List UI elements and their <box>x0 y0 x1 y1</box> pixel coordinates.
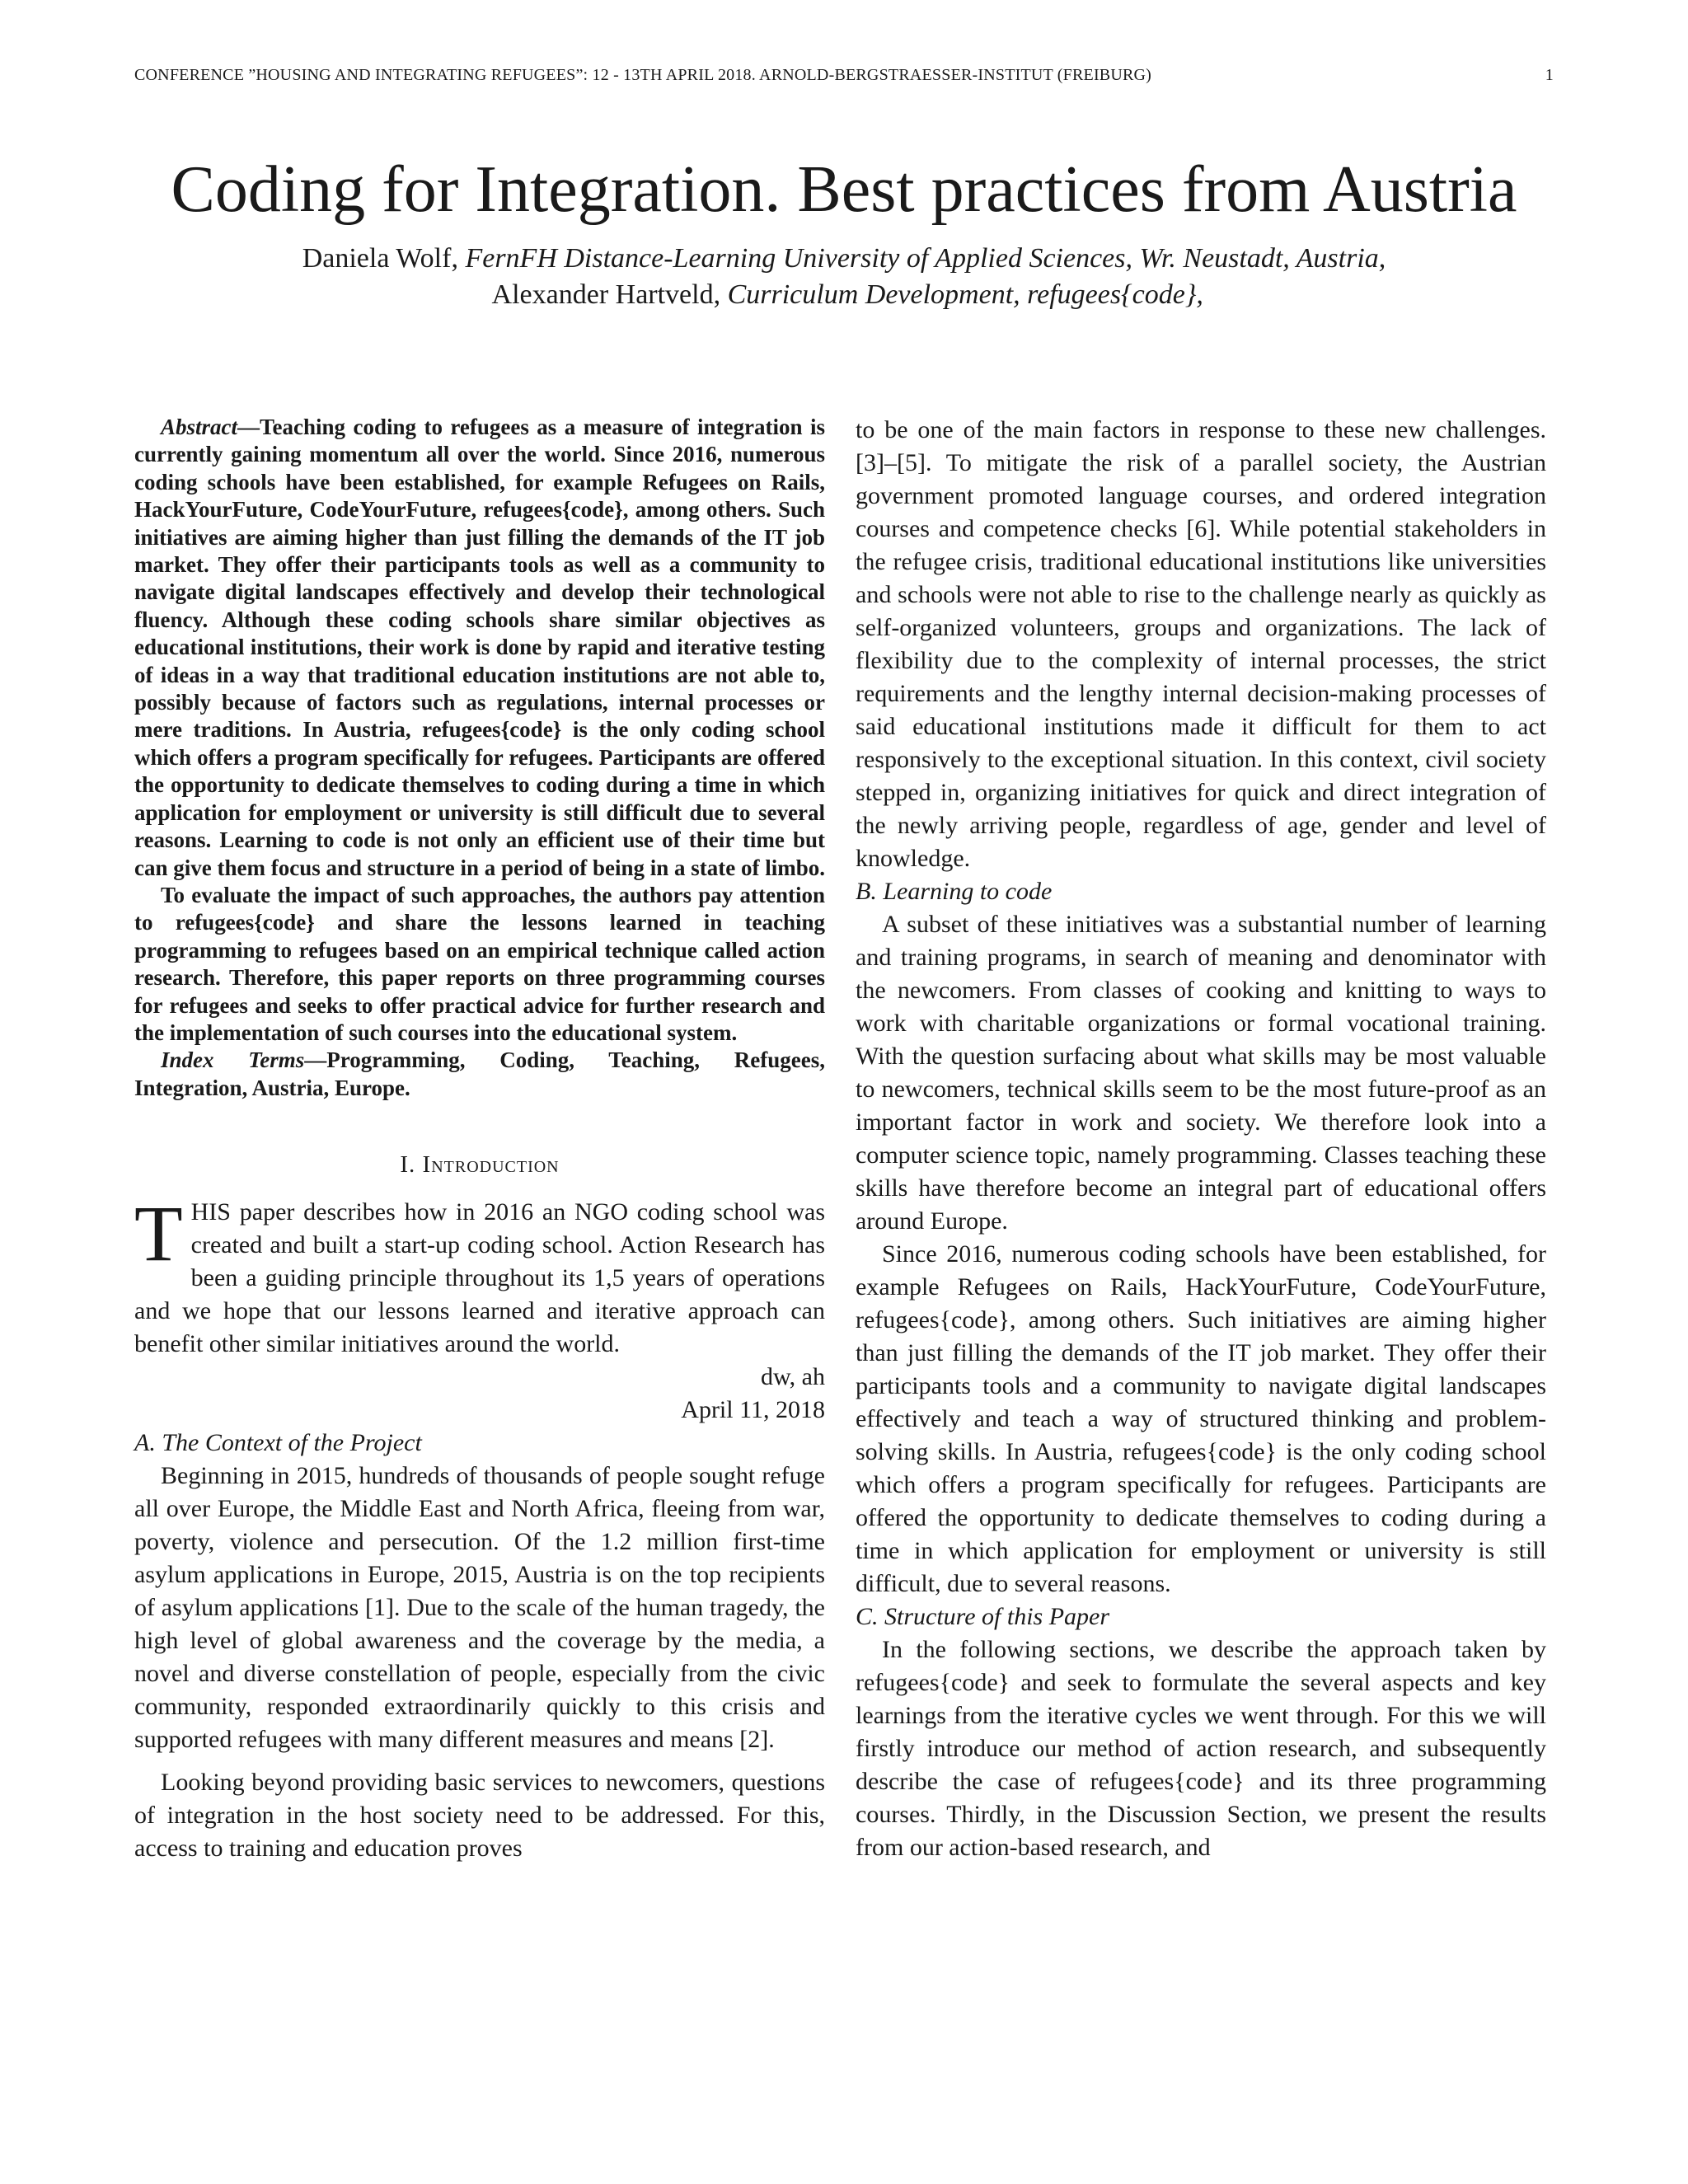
intro-text: HIS paper describes how in 2016 an NGO coding school was created and built a start-up coding school. Action Research has been a guiding principle throughout its 1,5 years of operations and we hope that our lessons learned and iterative approach can benefit other similar initiatives around the world. <box>134 1198 825 1358</box>
right-column <box>856 414 1546 1864</box>
section-heading-introduction <box>134 1148 825 1181</box>
abstract-label: Abstract <box>161 415 238 439</box>
index-terms-label: Index Terms <box>161 1047 305 1073</box>
date-line: April 11, 2018 <box>681 1396 825 1424</box>
context-paragraph-2: Looking beyond providing basic services to newcomers, questions of integration in the host society need to be addressed. For this, access to training and education proves <box>134 1769 825 1863</box>
abstract-paragraph-1 <box>134 414 825 882</box>
subsection-heading-structure: C. Structure of this Paper <box>856 1603 1110 1630</box>
author-1-affiliation: FernFH Distance-Learning University of Applied Sciences, Wr. Neustadt, Austria, <box>465 243 1386 274</box>
section-number: I. <box>400 1151 423 1179</box>
subsection-heading-context: A. The Context of the Project <box>134 1429 422 1457</box>
author-2-affiliation: Curriculum Development, refugees{code}, <box>727 279 1203 310</box>
running-header <box>134 66 1554 85</box>
subsection-heading-learning: B. Learning to code <box>856 878 1053 905</box>
drop-cap: T <box>134 1189 183 1278</box>
signature: dw, ah <box>760 1363 825 1391</box>
abstract-text-1: —Teaching coding to refugees as a measure of integration is currently gaining momentum all over the world. Since 2016, numerous coding schools have been established, for example Refugees on Rails, HackYourFuture, CodeYourFuture, refugees{code}, among others. Such initiatives are aiming higher than just filling the demands of the IT job market. They offer their participants tools as well as a community to navigate digital landscapes effectively and develop their technological fluency. Although these coding schools share similar objectives as educational institutions, their work is done by rapid and iterative testing of ideas in a way that traditional education institutions are not able to, possibly because of factors such as regulations, internal processes or mere traditions. In Austria, refugees{code} is the only coding school which offers a program specifically for refugees. Participants are offered the opportunity to dedicate themselves to coding during a time in which application for employment or university is still difficult due to several reasons. Learning to code is not only an efficient use of their time but can give them focus and structure in a period of being in a state of limbo. <box>134 415 825 880</box>
section-title: Introduction <box>422 1151 560 1179</box>
index-terms <box>134 1047 825 1102</box>
left-column <box>134 414 825 1865</box>
page-number: 1 <box>1545 66 1554 84</box>
structure-paragraph-1: In the following sections, we describe the approach taken by refugees{code} and seek to formulate the several aspects and key learnings from the iterative cycles we went through. For this we will firstly introduce our method of action research, and subsequently describe the case of refugees{code} and its three programming courses. Thirdly, in the Discussion Section, we present the results from our action-based research, and <box>856 1636 1546 1861</box>
context-paragraph-2-continued: to be one of the main factors in response to these new challenges. [3]–[5]. To mitigate the risk of a parallel society, the Austrian government promoted language courses, and ordered integration courses and competence checks [6]. While potential stakeholders in the refugee crisis, traditional educational institutions like universities and schools were not able to rise to the challenge nearly as quickly as self-organized volunteers, groups and organizations. The lack of flexibility due to the complexity of internal processes, the strict requirements and the lengthy internal decision-making processes of said educational institutions made it difficult for them to act responsively to the exceptional situation. In this context, civil society stepped in, organizing initiatives for quick and direct integration of the newly arriving people, regardless of age, gender and level of knowledge. <box>856 416 1546 872</box>
learning-paragraph-2: Since 2016, numerous coding schools have been established, for example Refugees on Rails, HackYourFuture, CodeYourFuture, refugees{code}, among others. Such initiatives are aiming higher than just filling the demands of the IT job market. They offer their participants tools and a community to navigate digital landscapes effectively and teach a way of structured thinking and problem-solving skills. In Austria, refugees{code} is the only coding school which offers a program specifically for refugees. Participants are offered the opportunity to dedicate themselves to coding during a time in which application for employment or university is still difficult, due to several reasons. <box>856 1240 1546 1597</box>
context-paragraph-1: Beginning in 2015, hundreds of thousands of people sought refuge all over Europe, the Middle East and North Africa, fleeing from war, poverty, violence and persecution. Of the 1.2 million first-time asylum applications in Europe, 2015, Austria is on the top recipients of asylum applications [1]. Due to the scale of the human tragedy, the high level of global awareness and the coverage by the media, a novel and diverse constellation of people, especially from the civic community, responded extraordinarily quickly to this crisis and supported refugees with many different measures and means [2]. <box>134 1462 825 1754</box>
abstract-paragraph-2: To evaluate the impact of such approaches, the authors pay attention to refugees{code} and share the lessons learned in teaching programming to refugees based on an empirical technique called action research. Therefore, this paper reports on three programming courses for refugees and seeks to offer practical advice for further research and the implementation of such courses into the educational system. <box>134 882 825 1045</box>
paper-title: Coding for Integration. Best practices from Austria <box>171 153 1517 226</box>
learning-paragraph-1: A subset of these initiatives was a substantial number of learning and training programs, in search of meaning and denominator with the newcomers. From classes of cooking and knitting to ways to work with charitable organizations or formal vocational training. With the question surfacing about what skills may be most valuable to newcomers, technical skills seem to be the most future-proof as an important factor in work and society. We therefore look into a computer science topic, namely programming. Classes teaching these skills have therefore become an integral part of educational offers around Europe. <box>856 911 1546 1235</box>
running-title: CONFERENCE ”HOUSING AND INTEGRATING REFUGEES”: 12 - 13TH APRIL 2018. ARNOLD-BERGSTRAESSER-INSTITUT (FREIBURG) <box>134 66 1152 84</box>
author-1-name: Daniela Wolf, <box>302 243 466 274</box>
author-2-name: Alexander Hartveld, <box>491 279 728 310</box>
author-block <box>247 241 1441 313</box>
intro-paragraph <box>134 1189 825 1361</box>
index-terms-text: —Programming, Coding, Teaching, Refugees, Integration, Austria, Europe. <box>134 1047 825 1100</box>
